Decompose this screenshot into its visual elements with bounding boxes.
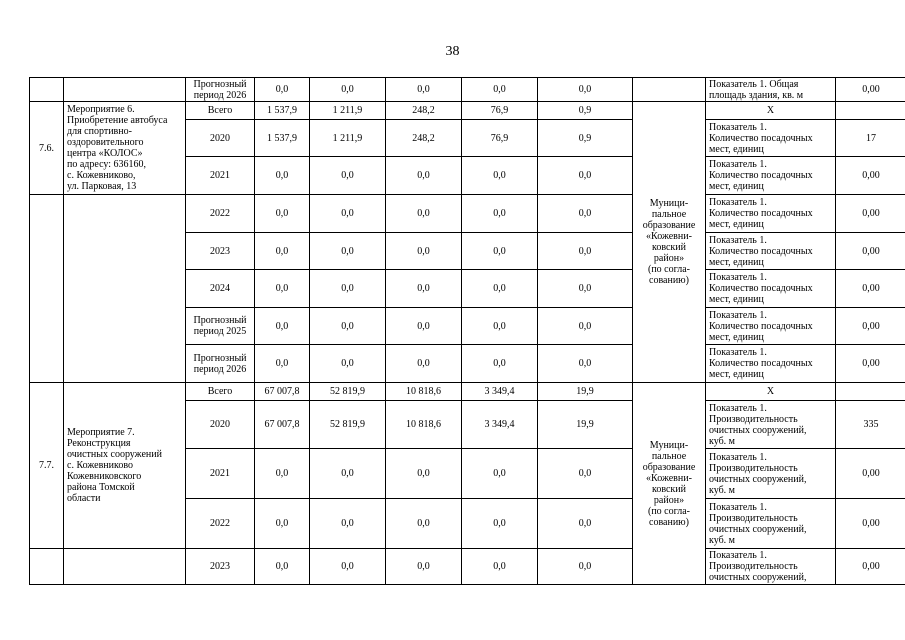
indicator-cell: Показатель 1. Количество посадочных мест, единиц [706, 157, 836, 195]
value-cell: 0,0 [386, 270, 462, 308]
value-cell: 0,0 [538, 499, 633, 549]
value-cell: 0,0 [310, 449, 386, 499]
value-cell: 0,0 [538, 549, 633, 585]
value-cell: 0,0 [386, 78, 462, 102]
value-cell: 0,0 [538, 270, 633, 308]
target-cell: 0,00 [836, 308, 905, 345]
activity-name: Мероприятие 6. Приобретение автобуса для спортивно- оздоровительного центра «КОЛОС» по адресу: 636160, с. Кожевниково, ул. Парковая, 13 [64, 102, 186, 195]
indicator-cell: Показатель 1. Производительность очистных сооружений, куб. м [706, 401, 836, 449]
value-cell: 0,0 [538, 345, 633, 383]
activity-name-continuation [64, 195, 186, 383]
value-cell: 0,0 [310, 195, 386, 233]
value-cell: 10 818,6 [386, 383, 462, 401]
target-cell: 0,00 [836, 195, 905, 233]
value-cell: 248,2 [386, 120, 462, 157]
activity-code: 7.6. [30, 102, 64, 195]
table-row [30, 78, 905, 102]
value-cell: 1 537,9 [255, 102, 310, 120]
value-cell: 0,0 [255, 270, 310, 308]
value-cell: 0,0 [386, 345, 462, 383]
value-cell: 3 349,4 [462, 401, 538, 449]
value-cell: 0,0 [386, 549, 462, 585]
target-cell: 0,00 [836, 449, 905, 499]
activity-code-continuation [30, 549, 64, 585]
page-number: 38 [445, 44, 460, 59]
value-cell: 0,0 [462, 233, 538, 270]
indicator-cell: Показатель 1. Общая площадь здания, кв. м [706, 78, 836, 102]
indicator-cell: Х [706, 102, 836, 120]
value-cell: 0,0 [386, 499, 462, 549]
value-cell: 76,9 [462, 102, 538, 120]
value-cell: 67 007,8 [255, 401, 310, 449]
value-cell: 0,9 [538, 120, 633, 157]
indicator-cell: Показатель 1. Производительность очистных сооружений, куб. м [706, 449, 836, 499]
value-cell: 0,0 [538, 78, 633, 102]
value-cell: 0,0 [310, 499, 386, 549]
indicator-cell: Показатель 1. Производительность очистных сооружений, [706, 549, 836, 585]
activity-code-continuation [30, 195, 64, 383]
value-cell: 0,0 [310, 549, 386, 585]
value-cell: 0,0 [255, 549, 310, 585]
name-cell [64, 78, 186, 102]
value-cell: 52 819,9 [310, 383, 386, 401]
period-cell: 2020 [186, 401, 255, 449]
table-row [30, 383, 905, 401]
value-cell: 0,0 [310, 233, 386, 270]
value-cell: 0,0 [255, 157, 310, 195]
value-cell: 0,0 [462, 499, 538, 549]
value-cell: 1 211,9 [310, 120, 386, 157]
period-cell: Прогнозный период 2026 [186, 345, 255, 383]
value-cell: 19,9 [538, 401, 633, 449]
activity-name: Мероприятие 7. Реконструкция очистных сооружений с. Кожевниково Кожевниковского района Томской области [64, 383, 186, 549]
value-cell: 0,0 [310, 270, 386, 308]
value-cell: 0,0 [462, 308, 538, 345]
target-cell: 0,00 [836, 499, 905, 549]
value-cell: 0,0 [538, 308, 633, 345]
value-cell: 0,0 [255, 78, 310, 102]
target-cell: 0,00 [836, 345, 905, 383]
indicator-cell: Показатель 1. Количество посадочных мест, единиц [706, 195, 836, 233]
value-cell: 0,0 [462, 345, 538, 383]
period-cell: 2020 [186, 120, 255, 157]
value-cell: 0,0 [538, 195, 633, 233]
value-cell: 0,0 [386, 449, 462, 499]
value-cell: 0,0 [386, 308, 462, 345]
value-cell: 0,0 [310, 78, 386, 102]
period-cell: 2024 [186, 270, 255, 308]
value-cell: 0,0 [538, 449, 633, 499]
target-cell [836, 383, 905, 401]
period-cell: Всего [186, 383, 255, 401]
value-cell: 0,0 [462, 78, 538, 102]
target-cell: 0,00 [836, 157, 905, 195]
indicator-cell: Показатель 1. Количество посадочных мест, единиц [706, 120, 836, 157]
target-cell: 0,00 [836, 549, 905, 585]
period-cell: Прогнозный период 2025 [186, 308, 255, 345]
value-cell: 0,0 [386, 195, 462, 233]
target-cell [836, 102, 905, 120]
value-cell: 0,0 [255, 449, 310, 499]
value-cell: 1 537,9 [255, 120, 310, 157]
value-cell: 0,0 [538, 157, 633, 195]
indicator-cell: Показатель 1. Количество посадочных мест, единиц [706, 345, 836, 383]
program-activities-table [29, 77, 905, 585]
period-cell: 2022 [186, 499, 255, 549]
value-cell: 0,0 [386, 157, 462, 195]
value-cell: 0,0 [255, 499, 310, 549]
value-cell: 19,9 [538, 383, 633, 401]
value-cell: 52 819,9 [310, 401, 386, 449]
indicator-cell: Показатель 1. Производительность очистных сооружений, куб. м [706, 499, 836, 549]
value-cell: 0,0 [255, 195, 310, 233]
value-cell: 67 007,8 [255, 383, 310, 401]
indicator-cell: Х [706, 383, 836, 401]
table-row [30, 195, 905, 233]
period-cell: 2021 [186, 449, 255, 499]
activity-code: 7.7. [30, 383, 64, 549]
value-cell: 0,0 [255, 233, 310, 270]
value-cell: 0,0 [462, 157, 538, 195]
activity-name-continuation [64, 549, 186, 585]
period-cell: 2021 [186, 157, 255, 195]
value-cell: 0,0 [255, 345, 310, 383]
code-cell [30, 78, 64, 102]
value-cell: 0,0 [310, 345, 386, 383]
value-cell: 3 349,4 [462, 383, 538, 401]
executor-cell: Муници- пальное образование «Кожевни- ковский район» (по согла- сованию) [633, 102, 706, 383]
target-cell: 17 [836, 120, 905, 157]
period-cell: 2023 [186, 233, 255, 270]
value-cell: 76,9 [462, 120, 538, 157]
executor-cell: Муници- пальное образование «Кожевни- ковский район» (по согла- сованию) [633, 383, 706, 585]
period-cell: 2022 [186, 195, 255, 233]
period-cell: 2023 [186, 549, 255, 585]
value-cell: 0,0 [462, 270, 538, 308]
value-cell: 0,0 [255, 308, 310, 345]
value-cell: 0,0 [462, 449, 538, 499]
value-cell: 1 211,9 [310, 102, 386, 120]
value-cell: 10 818,6 [386, 401, 462, 449]
value-cell: 0,9 [538, 102, 633, 120]
period-cell: Всего [186, 102, 255, 120]
target-cell: 0,00 [836, 233, 905, 270]
indicator-cell: Показатель 1. Количество посадочных мест, единиц [706, 308, 836, 345]
target-cell: 335 [836, 401, 905, 449]
value-cell: 0,0 [538, 233, 633, 270]
target-cell: 0,00 [836, 78, 905, 102]
value-cell: 0,0 [462, 195, 538, 233]
indicator-cell: Показатель 1. Количество посадочных мест, единиц [706, 233, 836, 270]
indicator-cell: Показатель 1. Количество посадочных мест, единиц [706, 270, 836, 308]
value-cell: 0,0 [310, 308, 386, 345]
value-cell: 248,2 [386, 102, 462, 120]
value-cell: 0,0 [310, 157, 386, 195]
period-cell: Прогнозный период 2026 [186, 78, 255, 102]
value-cell: 0,0 [462, 549, 538, 585]
table-row [30, 549, 905, 585]
executor-cell [633, 78, 706, 102]
target-cell: 0,00 [836, 270, 905, 308]
value-cell: 0,0 [386, 233, 462, 270]
table-row [30, 102, 905, 120]
